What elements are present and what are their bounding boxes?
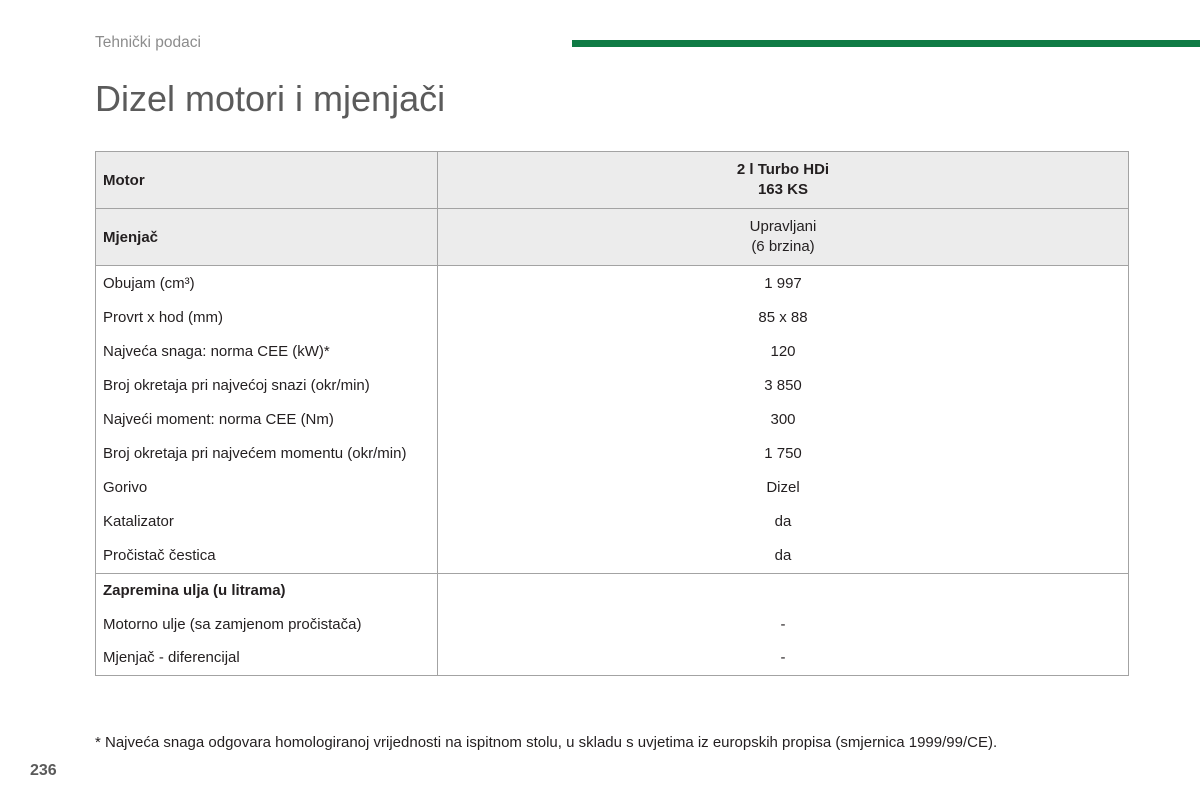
spec-value: 85 x 88	[437, 300, 1128, 334]
spec-row	[96, 402, 1128, 436]
spec-row	[96, 334, 1128, 368]
spec-label: Katalizator	[103, 513, 174, 531]
engine-label: Motor	[103, 171, 145, 189]
oil-heading-empty-cell	[437, 574, 1128, 608]
oil-group	[96, 574, 1128, 675]
spec-label: Broj okretaja pri najvećoj snazi (okr/min)	[103, 376, 370, 394]
oil-label: Mjenjač - diferencijal	[103, 649, 240, 667]
spec-label: Pročistač čestica	[103, 547, 216, 565]
spec-value: 1 997	[437, 266, 1128, 300]
page-number: 236	[30, 762, 57, 779]
spec-value: da	[437, 539, 1128, 573]
oil-heading: Zapremina ulja (u litrama)	[103, 582, 286, 600]
engine-row	[96, 152, 1128, 209]
spec-row	[96, 471, 1128, 505]
gearbox-row	[96, 209, 1128, 266]
spec-row	[96, 368, 1128, 402]
section-label: Tehnički podaci	[95, 34, 201, 51]
spec-group	[96, 266, 1128, 574]
gearbox-value	[437, 209, 1128, 265]
page-title: Dizel motori i mjenjači	[95, 78, 446, 119]
spec-label: Obujam (cm³)	[103, 274, 195, 292]
gearbox-value-line: Upravljani	[749, 218, 817, 235]
spec-label: Najveći moment: norma CEE (Nm)	[103, 410, 334, 428]
engine-value-line: 2 l Turbo HDi	[736, 161, 830, 178]
engine-value-line: 163 KS	[757, 181, 809, 198]
spec-value: 120	[437, 334, 1128, 368]
engine-value	[437, 152, 1128, 208]
spec-label: Najveća snaga: norma CEE (kW)*	[103, 342, 330, 360]
oil-label: Motorno ulje (sa zamjenom pročistača)	[103, 615, 362, 633]
spec-value: da	[437, 505, 1128, 539]
spec-label: Gorivo	[103, 479, 148, 497]
gearbox-label: Mjenjač	[103, 228, 159, 246]
spec-value: 3 850	[437, 368, 1128, 402]
spec-value: 300	[437, 402, 1128, 436]
spec-row	[96, 436, 1128, 470]
oil-value: -	[437, 607, 1128, 641]
oil-heading-row	[96, 574, 1128, 608]
spec-row	[96, 266, 1128, 300]
spec-table	[95, 151, 1129, 676]
gearbox-value-line: (6 brzina)	[751, 238, 815, 255]
spec-label: Provrt x hod (mm)	[103, 308, 224, 326]
spec-value: Dizel	[437, 471, 1128, 505]
oil-row	[96, 641, 1128, 675]
spec-row	[96, 505, 1128, 539]
spec-label: Broj okretaja pri najvećem momentu (okr/min)	[103, 445, 407, 463]
header-accent-bar	[572, 40, 1200, 47]
spec-value: 1 750	[437, 436, 1128, 470]
oil-row	[96, 607, 1128, 641]
spec-row	[96, 539, 1128, 573]
oil-value: -	[437, 641, 1128, 675]
footnote: * Najveća snaga odgovara homologiranoj vrijednosti na ispitnom stolu, u skladu s uvjetima iz europskih propisa (smjernica 1999/99/CE).	[95, 734, 998, 751]
spec-row	[96, 300, 1128, 334]
